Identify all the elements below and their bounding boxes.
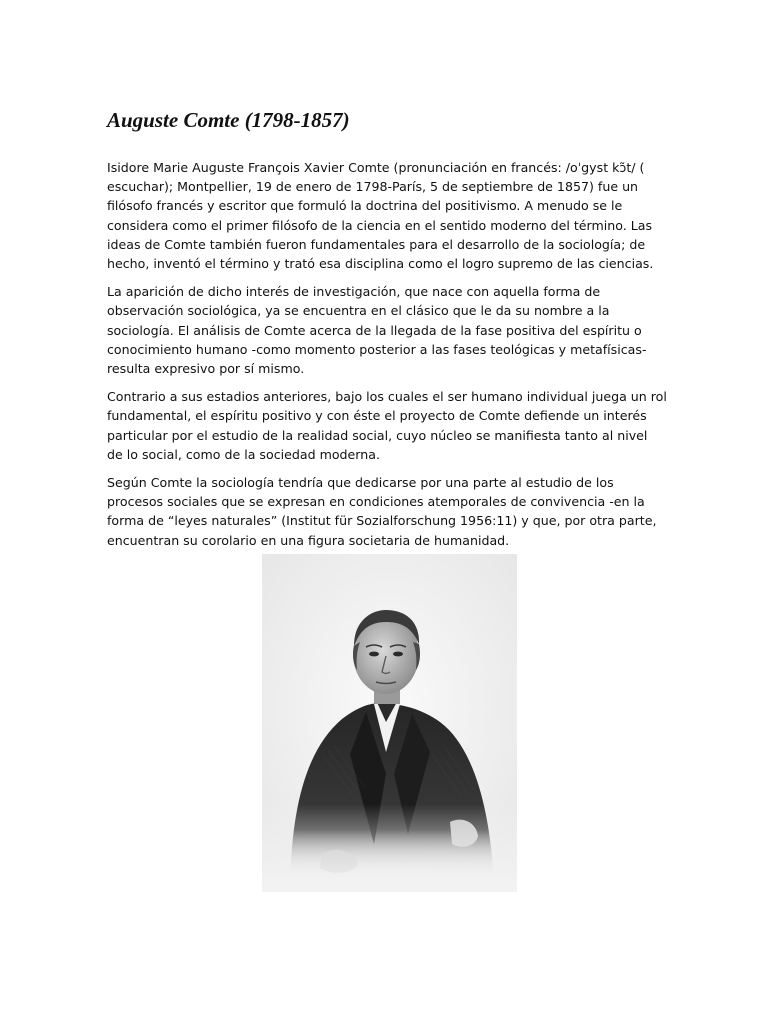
paragraph-positive-phase: La aparición de dicho interés de investigación, que nace con aquella forma de observación sociológica, ya se encuentra en el clásico que le da su nombre a la sociología. El análisis de Comte acerca de la llegada de la fase positiva del espíritu o conocimiento humano -como momento posterior a las fases teológicas y metafísicas- resulta expresivo por sí mismo. xyxy=(107,284,647,377)
paragraph-social-reality: Contrario a sus estadios anteriores, bajo los cuales el ser humano individual juega un rol fundamental, el espíritu positivo y con éste el proyecto de Comte defiende un interés particular por el estudio de la realidad social, cuyo núcleo se manifiesta tanto al nivel de lo social, como de la sociedad moderna. xyxy=(107,389,667,462)
comte-portrait-image xyxy=(262,554,517,892)
paragraph-sociology-laws: Según Comte la sociología tendría que dedicarse por una parte al estudio de los procesos sociales que se expresan en condiciones atemporales de convivencia -en la forma de “leyes naturales” (Institut für Sozialforschung 1956:11) y que, por otra parte, encuentran su corolario en una figura societaria de humanidad. xyxy=(107,475,657,548)
portrait-engraving-icon xyxy=(262,554,517,892)
document-title: Auguste Comte (1798-1857) xyxy=(107,108,350,132)
paragraph-intro: Isidore Marie Auguste François Xavier Comte (pronunciación en francés: /oˈgyst kɔ̃t/ ( escuchar); Montpellier, 19 de enero de 1798-París, 5 de septiembre de 1857) fue un filósofo francés y escritor que formuló la doctrina del positivismo. A menudo se le considera como el primer filósofo de la ciencia en el sentido moderno del término. Las ideas de Comte también fueron fundamentales para el desarrollo de la sociología; de hecho, inventó el término y trató esa disciplina como el logro supremo de las ciencias. xyxy=(107,160,654,272)
document-body xyxy=(107,158,667,559)
